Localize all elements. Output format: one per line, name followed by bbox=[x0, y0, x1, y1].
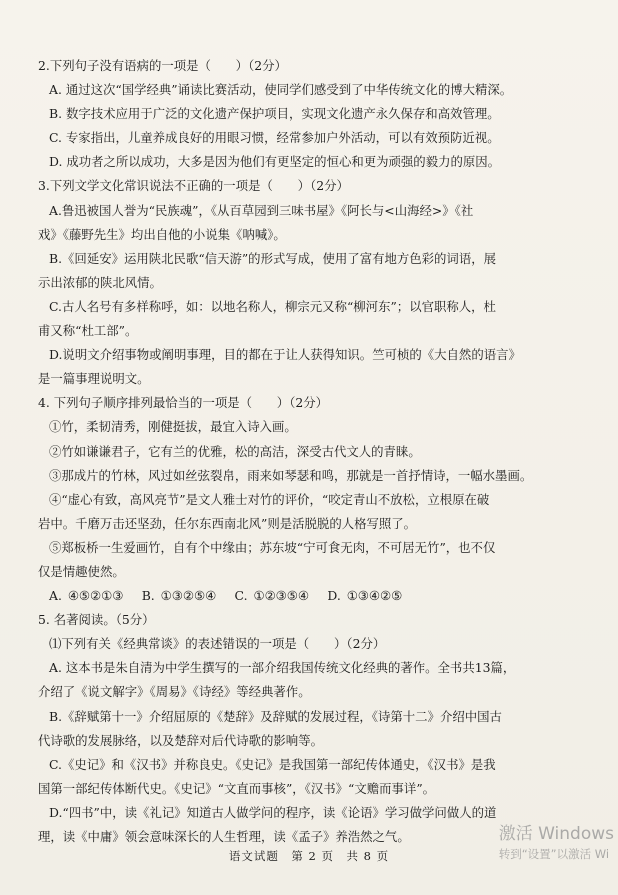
q4-sentence-5-line2: 仅是情趣使然。 bbox=[38, 563, 125, 579]
q5-sub-1-stem: ⑴下列有关《经典常谈》的表述错误的一项是（ ）（2分） bbox=[49, 636, 386, 652]
q3-option-a-line2: 戏》《藤野先生》均出自他的小说集《呐喊》。 bbox=[38, 226, 286, 242]
q4-sentence-2: ②竹如谦谦君子，它有兰的优雅，松的高洁，深受古代文人的青睐。 bbox=[49, 443, 421, 459]
q3-option-b-line2: 示出浓郁的陕北风情。 bbox=[38, 274, 162, 290]
q4-sentence-4-line2: 岩中。千磨万击还坚劲，任尔东西南北风”则是活脱脱的人格写照了。 bbox=[38, 515, 417, 531]
q5-option-c-line1: C.《史记》和《汉书》并称良史。《史记》是我国第一部纪传体通史，《汉书》是我 bbox=[49, 756, 496, 772]
question-2-stem: 2.下列句子没有语病的一项是（ ）（2分） bbox=[38, 58, 287, 73]
q5-option-b-line2: 代诗歌的发展脉络，以及楚辞对后代诗歌的影响等。 bbox=[38, 732, 323, 748]
q4-options: A. ④⑤②①③ B. ①③②⑤④ C. ①②③⑤④ D. ①③④②⑤ bbox=[49, 588, 403, 604]
q4-sentence-3: ③那成片的竹林，风过如丝弦裂帛，雨来如琴瑟和鸣，那就是一首抒情诗，一幅水墨画。 bbox=[49, 467, 533, 483]
q5-option-a-line2: 介绍了《说文解字》《周易》《诗经》等经典著作。 bbox=[38, 684, 311, 700]
q3-option-d-line1: D.说明文介绍事物或阐明事理，目的都在于让人获得知识。竺可桢的《大自然的语言》 bbox=[49, 347, 521, 363]
q4-sentence-4-line1: ④“虚心有致，高风亮节”是文人雅士对竹的评价，“咬定青山不放松，立根原在破 bbox=[49, 491, 490, 507]
q5-option-d-line2: 理，读《中庸》领会意味深长的人生哲理，读《孟子》养浩然之气。 bbox=[38, 829, 410, 844]
q3-option-d-line2: 是一篇事理说明文。 bbox=[38, 371, 150, 387]
q3-option-a-line1: A.鲁迅被国人誉为“民族魂”，《从百草园到三味书屋》《阿长与<山海经>》《社 bbox=[49, 202, 474, 218]
question-3-stem: 3.下列文学文化常识说法不正确的一项是（ ）（2分） bbox=[38, 178, 349, 194]
page-footer: 语文试题 第 2 页 共 8 页 bbox=[228, 849, 390, 863]
q5-option-c-line2: 国第一部纪传体断代史。《史记》“文直而事核”，《汉书》“文赡而事详”。 bbox=[38, 780, 436, 796]
windows-activation-watermark bbox=[499, 823, 614, 863]
q2-option-a: A. 通过这次“国学经典”诵读比赛活动，使同学们感受到了中华传统文化的博大精深。 bbox=[49, 82, 513, 98]
q4-sentence-5-line1: ⑤郑板桥一生爱画竹，自有个中缘由；苏东坡“宁可食无肉，不可居无竹”，也不仅 bbox=[49, 539, 496, 555]
q3-option-b-line1: B.《回延安》运用陕北民歌“信天游”的形式写成，使用了富有地方色彩的词语，展 bbox=[49, 250, 496, 266]
q4-sentence-1: ①竹，柔韧清秀，刚健挺拔，最宜入诗入画。 bbox=[49, 419, 297, 435]
q3-option-c-line2: 甫又称“杜工部”。 bbox=[38, 323, 138, 339]
q5-option-b-line1: B.《辞赋第十一》介绍屈原的《楚辞》及辞赋的发展过程，《诗第十二》介绍中国古 bbox=[49, 708, 502, 724]
question-4-stem: 4. 下列句子顺序排列最恰当的一项是（ ）（2分） bbox=[38, 395, 329, 411]
watermark-subtitle: 转到“设置”以激活 Wi bbox=[498, 847, 610, 861]
q2-option-d: D. 成功者之所以成功，大多是因为他们有更坚定的恒心和更为顽强的毅力的原因。 bbox=[49, 154, 501, 170]
question-5-stem: 5. 名著阅读。（5分） bbox=[38, 612, 155, 628]
q2-option-b: B. 数字技术应用于广泛的文化遗产保护项目，实现文化遗产永久保存和高效管理。 bbox=[49, 106, 500, 122]
exam-content bbox=[38, 54, 586, 849]
watermark-title: 激活 Windows bbox=[498, 824, 614, 844]
q2-option-c: C. 专家指出，儿童养成良好的用眼习惯，经常参加户外活动，可以有效预防近视。 bbox=[49, 130, 500, 146]
q5-option-a-line1: A. 这本书是朱自清为中学生撰写的一部介绍我国传统文化经典的著作。全书共13篇， bbox=[49, 660, 516, 676]
q3-option-c-line1: C.古人名号有多样称呼，如：以地名称人，柳宗元又称“柳河东”；以官职称人，杜 bbox=[49, 298, 496, 314]
q5-option-d-line1: D.“四书”中，读《礼记》知道古人做学问的程序，读《论语》学习做学问做人的道 bbox=[49, 804, 497, 820]
